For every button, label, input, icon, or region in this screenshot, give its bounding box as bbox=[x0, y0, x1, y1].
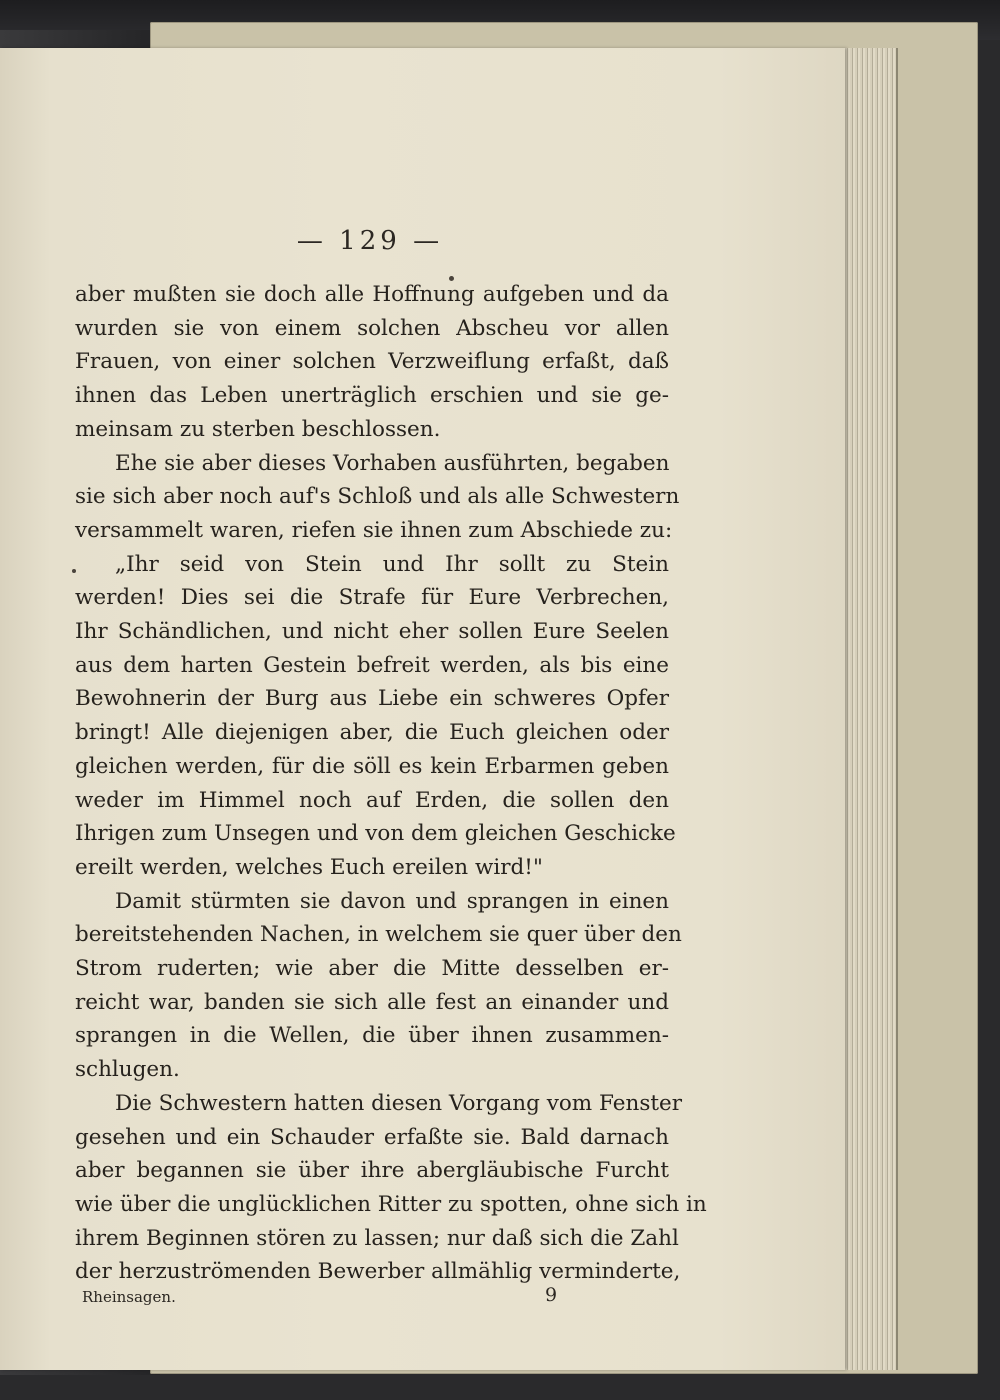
text-line: reicht war, banden sie sich alle fest an einander und bbox=[75, 989, 669, 1015]
body-text bbox=[75, 278, 707, 1289]
text-line: aus dem harten Gestein befreit werden, als bis eine bbox=[75, 652, 669, 678]
text-line: Ihr Schändlichen, und nicht eher sollen Eure Seelen bbox=[75, 619, 669, 645]
text-line: der herzuströmenden Bewerber allmählig verminderte, bbox=[75, 1259, 681, 1285]
footer-signature: Rheinsagen. bbox=[82, 1288, 176, 1306]
text-line: versammelt waren, riefen sie ihnen zum Abschiede zu: bbox=[75, 517, 673, 543]
paragraph bbox=[75, 278, 669, 447]
text-line: ihrem Beginnen stören zu lassen; nur daß sich die Zahl bbox=[75, 1225, 679, 1251]
paragraph bbox=[75, 885, 682, 1087]
text-line: bringt! Alle diejenigen aber, die Euch gleichen oder bbox=[75, 720, 669, 746]
text-line: schlugen. bbox=[75, 1057, 180, 1083]
text-line: Ihrigen zum Unsegen und von dem gleichen Geschicke bbox=[75, 821, 676, 847]
page-number: — 129 — bbox=[296, 226, 444, 256]
text-line: „Ihr seid von Stein und Ihr sollt zu Stein bbox=[115, 551, 669, 577]
text-line: werden! Dies sei die Strafe für Eure Verbrechen, bbox=[75, 585, 669, 611]
text-line: aber mußten sie doch alle Hoffnung aufgeben und da bbox=[75, 282, 669, 307]
text-line: ereilt werden, welches Euch ereilen wird!" bbox=[75, 854, 543, 880]
text-line: Bewohnerin der Burg aus Liebe ein schweres Opfer bbox=[75, 686, 669, 712]
text-line: wie über die unglücklichen Ritter zu spotten, ohne sich in bbox=[75, 1191, 707, 1217]
text-line: aber begannen sie über ihre abergläubische Furcht bbox=[75, 1158, 669, 1184]
text-line: wurden sie von einem solchen Abscheu vor allen bbox=[75, 315, 669, 341]
text-line: Ehe sie aber dieses Vorhaben ausführten, begaben bbox=[115, 450, 670, 476]
text-line: meinsam zu sterben beschlossen. bbox=[75, 416, 441, 442]
footer-sheet-number: 9 bbox=[545, 1284, 558, 1306]
text-line: Damit stürmten sie davon und sprangen in einen bbox=[115, 888, 669, 914]
paragraph bbox=[75, 1087, 707, 1289]
paragraph bbox=[75, 548, 676, 885]
text-line: sprangen in die Wellen, die über ihnen zusammen- bbox=[75, 1023, 669, 1049]
book-page bbox=[0, 48, 845, 1370]
text-line: weder im Himmel noch auf Erden, die sollen den bbox=[75, 787, 669, 813]
text-line: gesehen und ein Schauder erfaßte sie. Bald darnach bbox=[75, 1124, 669, 1150]
text-line: sie sich aber noch auf's Schloß und als alle Schwestern bbox=[75, 484, 680, 510]
text-line: gleichen werden, für die söll es kein Erbarmen geben bbox=[75, 753, 669, 779]
text-line: Die Schwestern hatten diesen Vorgang vom Fenster bbox=[115, 1090, 683, 1116]
text-line: bereitstehenden Nachen, in welchem sie quer über den bbox=[75, 922, 682, 948]
text-line: Strom ruderten; wie aber die Mitte desselben er- bbox=[75, 956, 669, 982]
text-line: ihnen das Leben unerträglich erschien und sie ge- bbox=[75, 383, 669, 409]
text-line: Frauen, von einer solchen Verzweiflung erfaßt, daß bbox=[75, 349, 669, 375]
paragraph bbox=[75, 447, 680, 548]
